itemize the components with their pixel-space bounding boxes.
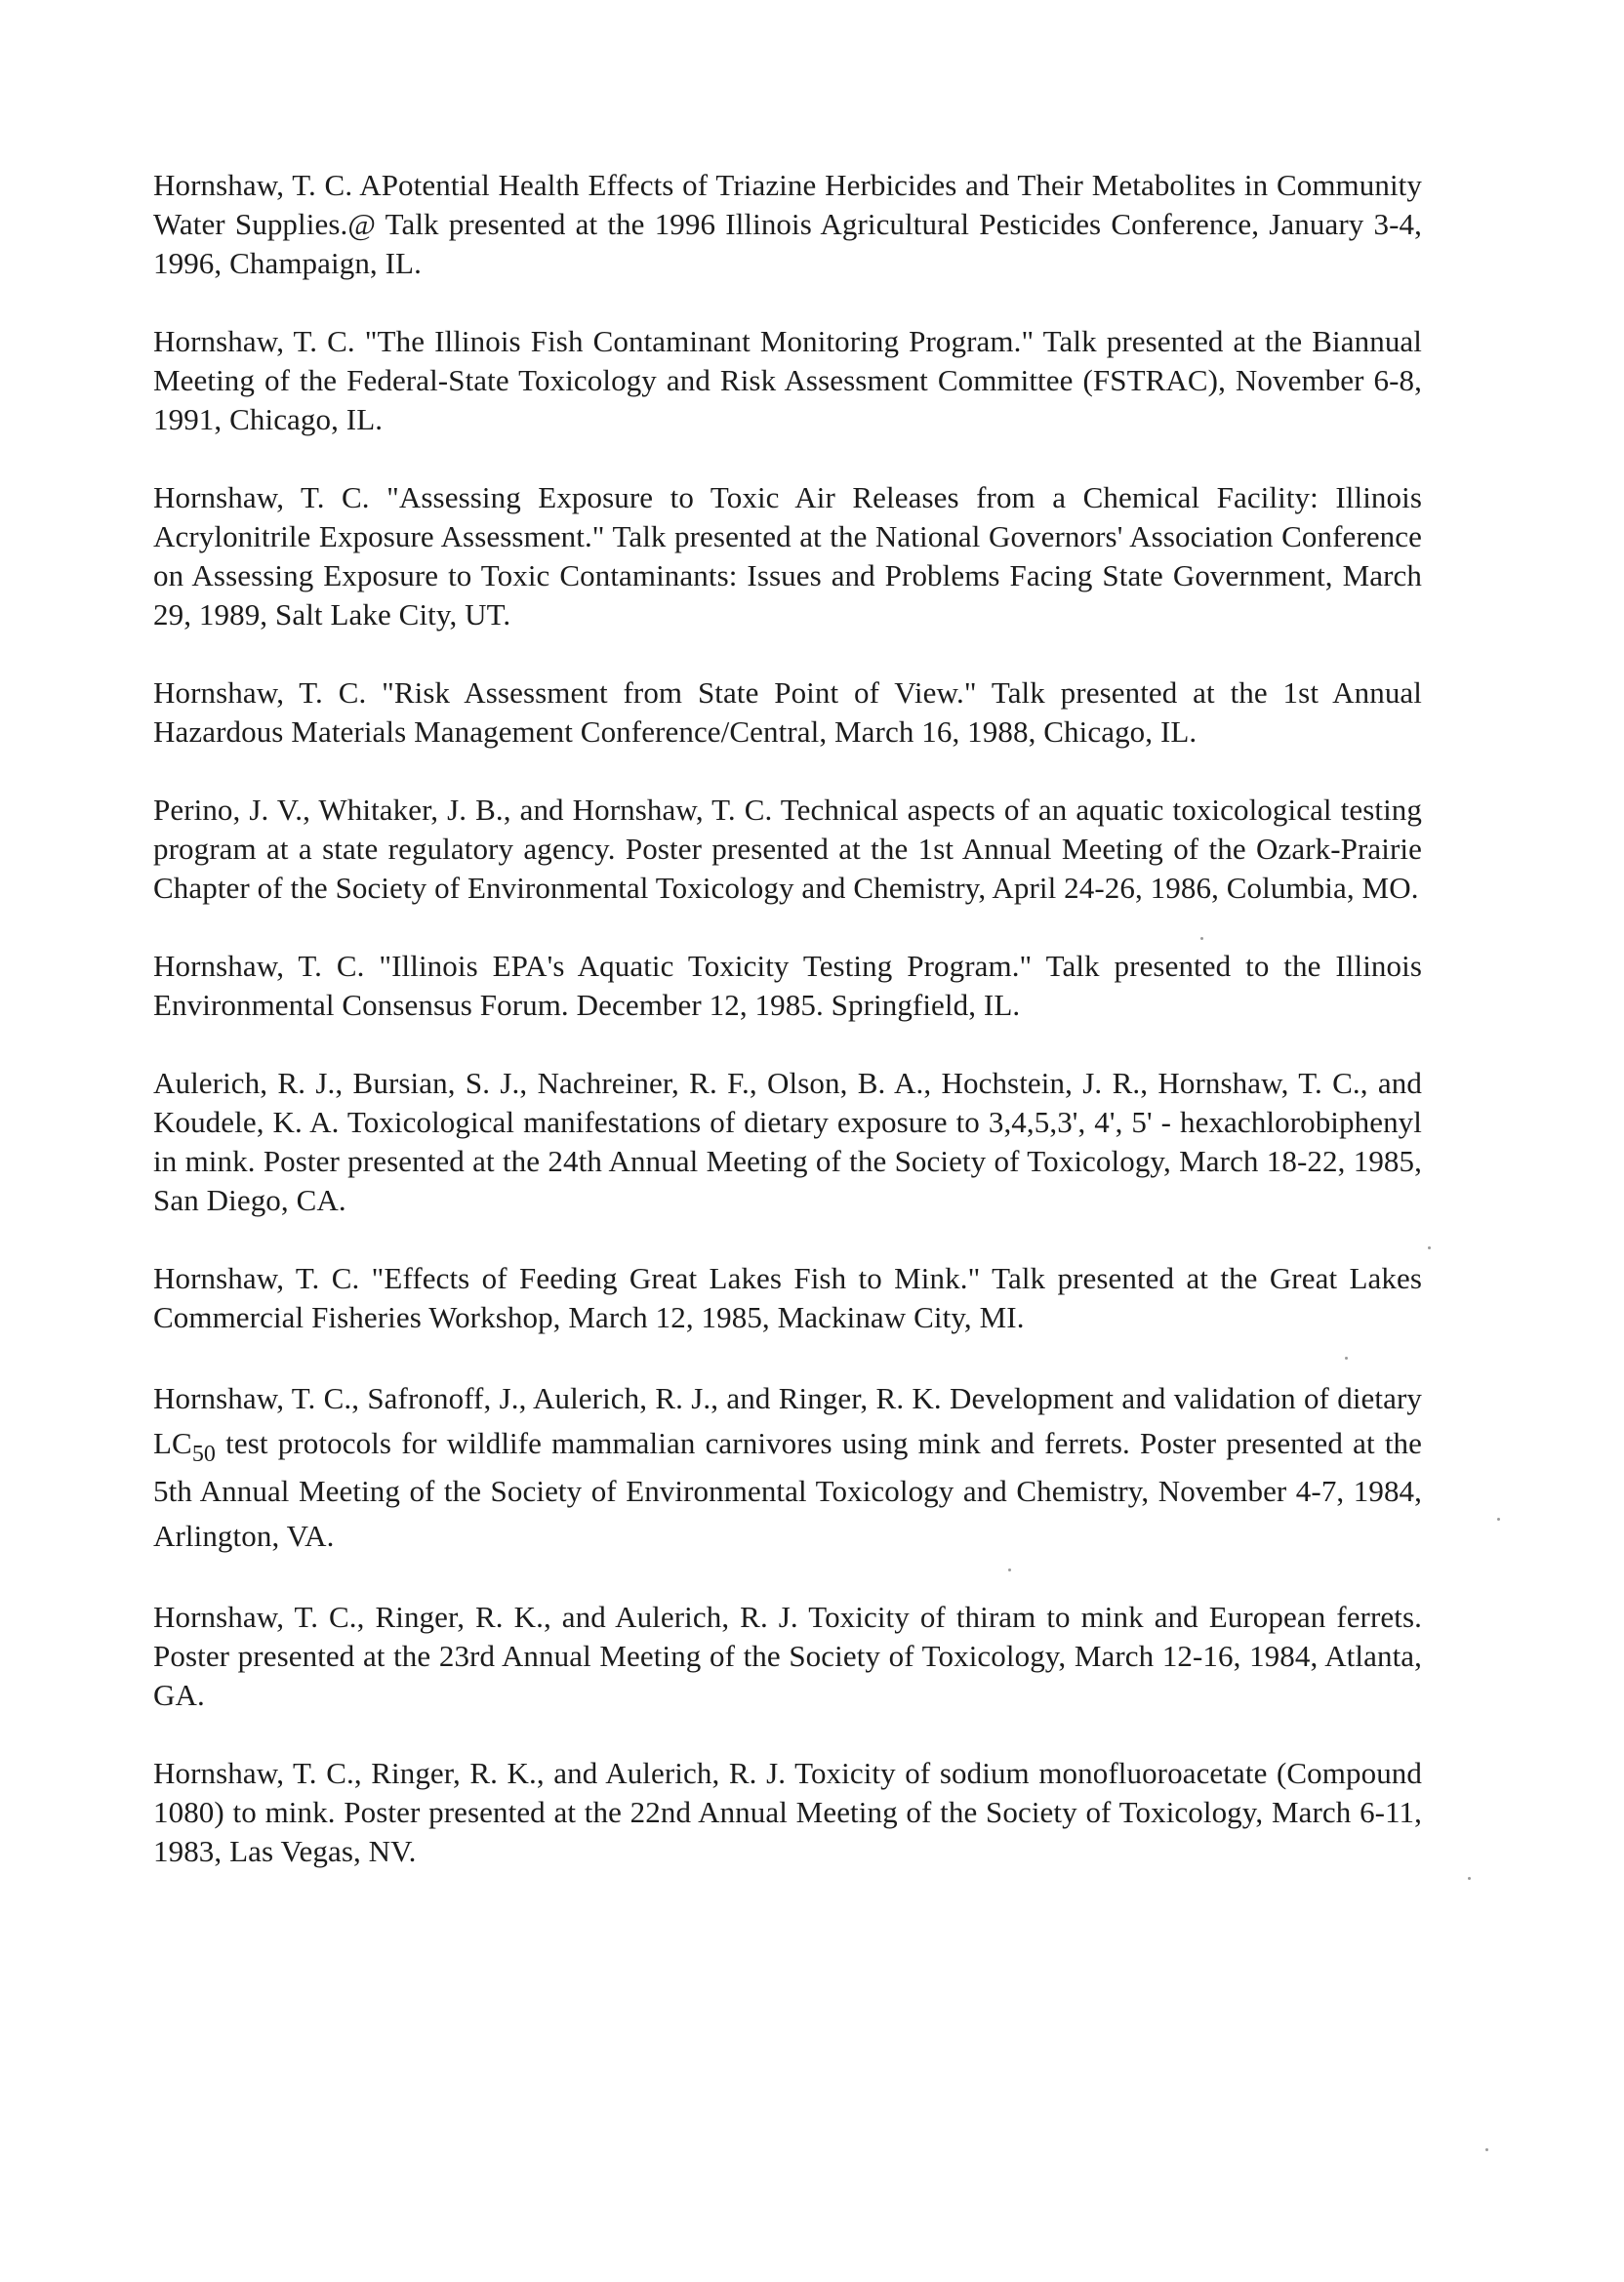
citation-entry: Perino, J. V., Whitaker, J. B., and Hornshaw, T. C. Technical aspects of an aquatic toxicological testing program at a state regulatory agency. Poster presented at the 1st Annual Meeting of the Ozark-Prairie Chapter of the Society of Environmental Toxicology and Chemistry, April 24-26, 1986, Columbia, MO. (153, 793, 1422, 905)
citation-entry: Hornshaw, T. C. "Assessing Exposure to Toxic Air Releases from a Chemical Facility: Illinois Acrylonitrile Exposure Assessment." Talk presented at the National Governors' Association Conference on Assessing Exposure to Toxic Contaminants: Issues and Problems Facing State Government, March 29, 1989, Salt Lake City, UT. (153, 480, 1422, 632)
citation-entry: Hornshaw, T. C. "The Illinois Fish Contaminant Monitoring Program." Talk presented at the Biannual Meeting of the Federal-State Toxicology and Risk Assessment Committee (FSTRAC), November 6-8, 1991, Chicago, IL. (153, 324, 1422, 436)
citation-entry: Hornshaw, T. C. "Risk Assessment from State Point of View." Talk presented at the 1st Annual Hazardous Materials Management Conference/Central, March 16, 1988, Chicago, IL. (153, 675, 1422, 749)
scan-speck (1468, 1877, 1471, 1880)
citation-entry: Aulerich, R. J., Bursian, S. J., Nachreiner, R. F., Olson, B. A., Hochstein, J. R., Hornshaw, T. C., and Koudele, K. A. Toxicological manifestations of dietary exposure to 3,4,5,3', 4', 5' - hexachlorobiphenyl in mink. Poster presented at the 24th Annual Meeting of the Society of Toxicology, March 18-22, 1985, San Diego, CA. (153, 1066, 1422, 1217)
citation-entry: Hornshaw, T. C. "Illinois EPA's Aquatic Toxicity Testing Program." Talk presented to the Illinois Environmental Consensus Forum. December 12, 1985. Springfield, IL. (153, 949, 1422, 1022)
scan-speck (1428, 1246, 1431, 1249)
citation-text-before-subscript: Hornshaw, T. C., Safronoff, J., Aulerich, R. J., and Ringer, R. K. Development and validation of dietary LC (153, 1381, 1422, 1460)
citation-list (153, 166, 1422, 1910)
scan-speck (1200, 937, 1203, 940)
citation-text-after-subscript: test protocols for wildlife mammalian carnivores using mink and ferrets. Poster presented at the 5th Annual Meeting of the Society of Environmental Toxicology and Chemistry, November 4-7, 1984, Arlington, VA. (153, 1426, 1422, 1553)
citation-entry (153, 1376, 1422, 1559)
citation-entry: Hornshaw, T. C. "Effects of Feeding Great Lakes Fish to Mink." Talk presented at the Great Lakes Commercial Fisheries Workshop, March 12, 1985, Mackinaw City, MI. (153, 1261, 1422, 1334)
scan-speck (1497, 1518, 1500, 1521)
scan-speck (1485, 2148, 1488, 2151)
citation-entry: Hornshaw, T. C., Ringer, R. K., and Aulerich, R. J. Toxicity of sodium monofluoroacetate (Compound 1080) to mink. Poster presented at the 22nd Annual Meeting of the Society of Toxicology, March 6-11, 1983, Las Vegas, NV. (153, 1756, 1422, 1868)
citation-entry: Hornshaw, T. C. APotential Health Effects of Triazine Herbicides and Their Metabolites in Community Water Supplies.@ Talk presented at the 1996 Illinois Agricultural Pesticides Conference, January 3-4, 1996, Champaign, IL. (153, 168, 1422, 280)
lc-subscript: 50 (191, 1442, 217, 1467)
citation-entry: Hornshaw, T. C., Ringer, R. K., and Aulerich, R. J. Toxicity of thiram to mink and European ferrets. Poster presented at the 23rd Annual Meeting of the Society of Toxicology, March 12-16, 1984, Atlanta, GA. (153, 1600, 1422, 1712)
scan-speck (1008, 1569, 1011, 1571)
scan-speck (1345, 1357, 1348, 1360)
